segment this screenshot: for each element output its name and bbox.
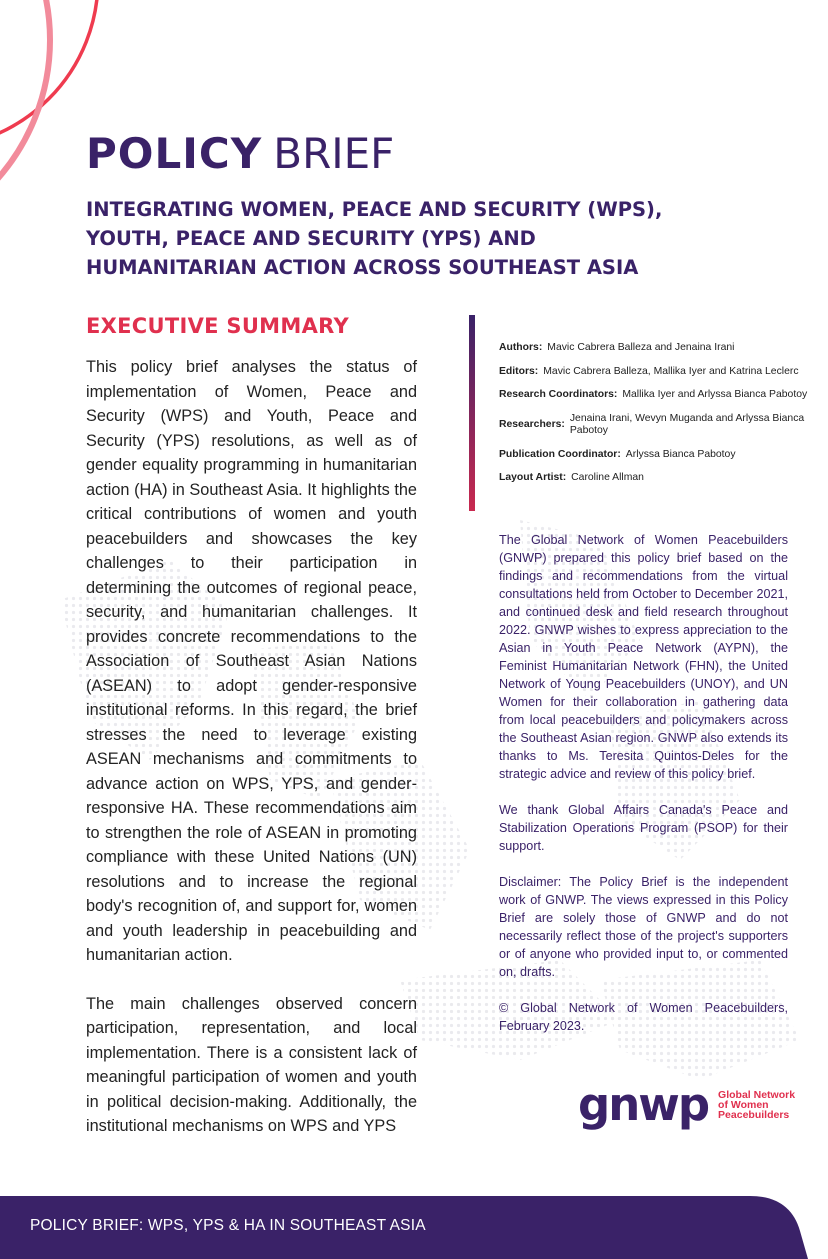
- logo-tagline: [718, 1090, 795, 1120]
- summary-paragraph: This policy brief analyses the status of implementation of Women, Peace and Security (WPS) and Youth, Peace and Security (YPS) resolutions, as well as of gender equality programming in humanitarian action (HA) in Southeast Asia. It highlights the critical contributions of women and youth peacebuilders and showcases the key challenges to their participation in determining the outcomes of regional peace, security, and humanitarian challenges. It provides concrete recommendations to the Association of Southeast Asian Nations (ASEAN) to adopt gender-responsive institutional reforms. In this regard, the brief stresses the need to leverage existing ASEAN mechanisms and commitments to advance action on WPS, YPS, and gender-responsive HA. These recommendations aim to strengthen the role of ASEAN in promoting compliance with these United Nations (UN) resolutions and to increase the regional body's recognition of, and support for, women and youth leadership in peacebuilding and humanitarian action.: [86, 358, 417, 964]
- logo-wordmark: gnwp: [578, 1078, 709, 1131]
- heading-light: BRIEF: [273, 129, 395, 178]
- executive-summary-title: EXECUTIVE SUMMARY: [86, 314, 349, 338]
- subtitle-line: INTEGRATING WOMEN, PEACE AND SECURITY (WPS),: [86, 198, 663, 221]
- credit-value: Jenaina Irani, Wevyn Muganda and Arlyssa Bianca Pabotoy: [569, 412, 805, 436]
- logo-tagline-line: Global Network: [718, 1088, 796, 1101]
- acknowledgement-paragraph: The Global Network of Women Peacebuilders (GNWP) prepared this policy brief based on the findings and recommendations from the virtual consultations held from October to December 2021, and continued desk and field research throughout 2022. GNWP wishes to express appreciation to the Asian in Youth Peace Network (AYPN), the Feminist Humanitarian Network (FHN), the United Network of Young Peacebuilders (UNOY), and UN Women for their collaboration in gathering data from local peacebuilders and policymakers across the Southeast Asian region. GNWP also extends its thanks to Ms. Teresita Quintos-Deles for the strategic advice and review of this policy brief.: [499, 533, 788, 781]
- footer-text: POLICY BRIEF: WPS, YPS & HA IN SOUTHEAST ASIA: [30, 1217, 426, 1234]
- credits-list: [499, 342, 817, 496]
- logo-tagline-line: of Women: [718, 1098, 769, 1111]
- credit-value: Mavic Cabrera Balleza and Jenaina Irani: [547, 342, 735, 353]
- credit-row-layout-artist: [499, 472, 817, 485]
- credit-row-research-coordinators: [499, 389, 817, 402]
- heading-strong: POLICY: [86, 129, 263, 178]
- subtitle-line: HUMANITARIAN ACTION ACROSS SOUTHEAST ASIA: [86, 256, 639, 279]
- funder-thanks: We thank Global Affairs Canada's Peace and Stabilization Operations Program (PSOP) for their support.: [499, 803, 788, 853]
- credit-label: Research Coordinators:: [499, 389, 618, 400]
- credits-accent-bar: [469, 315, 475, 511]
- credit-row-authors: [499, 342, 817, 355]
- gnwp-logo: [578, 1078, 796, 1131]
- credit-label: Publication Coordinator:: [499, 448, 621, 460]
- credit-label: Layout Artist:: [499, 472, 567, 483]
- subtitle-line: YOUTH, PEACE AND SECURITY (YPS) AND: [86, 227, 536, 250]
- credit-row-publication-coordinator: [499, 449, 817, 462]
- credit-label: Authors:: [499, 342, 543, 353]
- subtitle: [86, 195, 706, 282]
- credit-label: Researchers:: [499, 418, 565, 430]
- summary-paragraph: The main challenges observed concern participation, representation, and local implementation. There is a consistent lack of meaningful participation of women and youth in political decision-making. Additionally, the institutional mechanisms on WPS and YPS: [86, 994, 417, 1135]
- executive-summary-body: [86, 355, 417, 1163]
- copyright: © Global Network of Women Peacebuilders, February 2023.: [499, 1001, 788, 1033]
- page-heading: [86, 129, 395, 178]
- credit-value: Arlyssa Bianca Pabotoy: [625, 448, 736, 460]
- acknowledgements: [499, 531, 788, 1053]
- credit-label: Editors:: [499, 365, 539, 377]
- credit-row-editors: [499, 366, 817, 379]
- disclaimer: Disclaimer: The Policy Brief is the independent work of GNWP. The views expressed in this Policy Brief are solely those of GNWP and do not necessarily reflect those of the project's supporters or of anyone who provided input to, or commented on, drafts.: [499, 875, 788, 979]
- credit-value: Mallika Iyer and Arlyssa Bianca Pabotoy: [622, 389, 808, 400]
- credit-row-researchers: [499, 413, 817, 438]
- credit-value: Caroline Allman: [571, 472, 644, 483]
- credit-value: Mavic Cabrera Balleza, Mallika Iyer and Katrina Leclerc: [543, 365, 799, 377]
- logo-tagline-line: Peacebuilders: [718, 1108, 790, 1121]
